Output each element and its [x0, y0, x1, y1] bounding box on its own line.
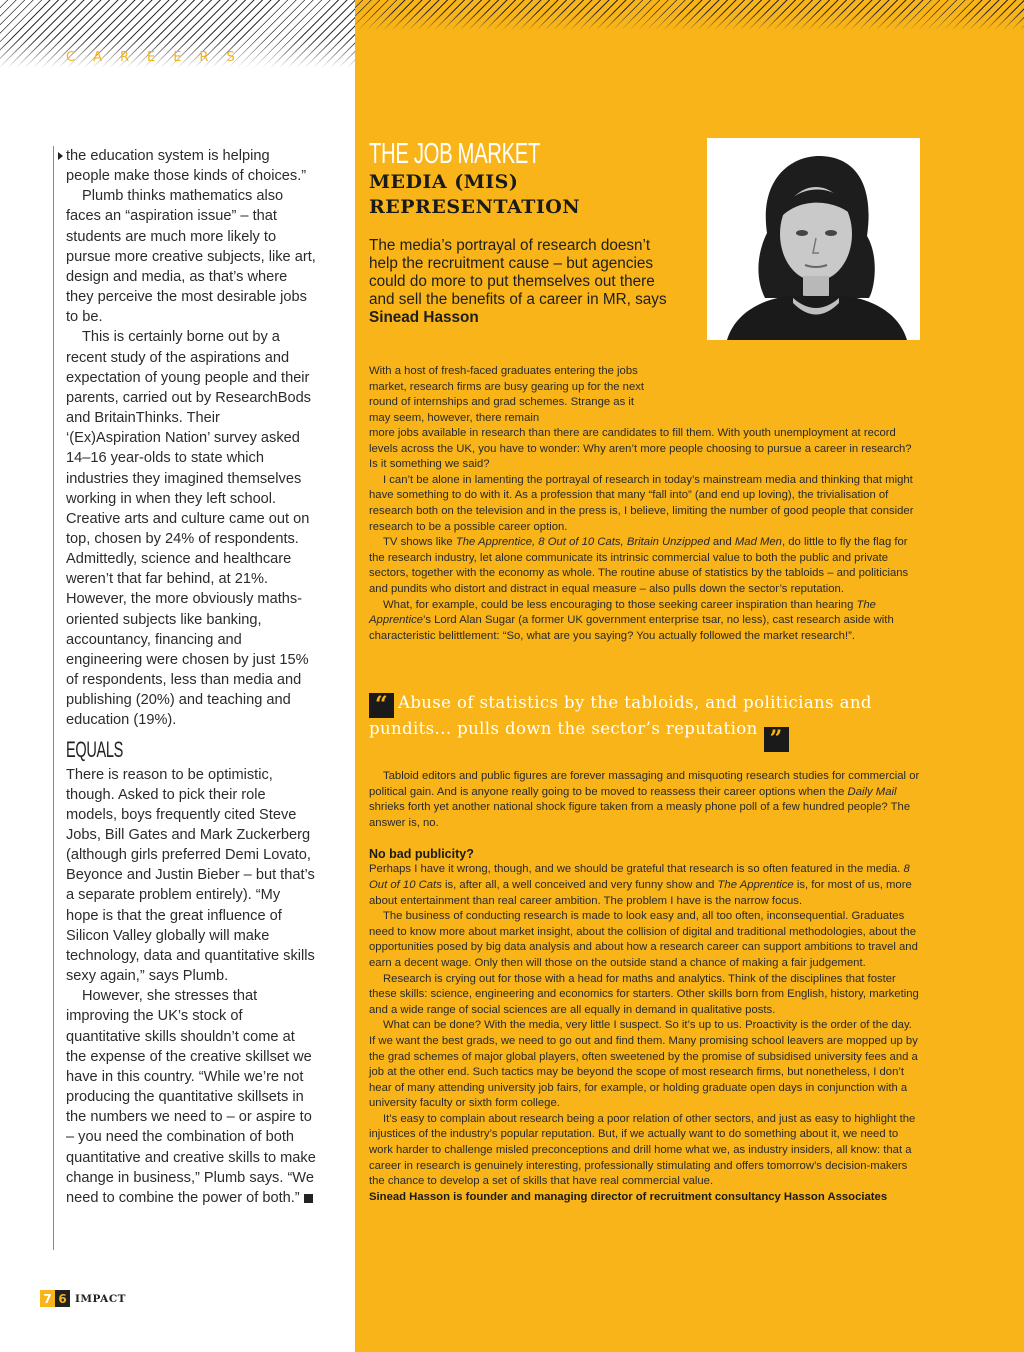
panel-stripes [355, 0, 1024, 30]
author-photo [707, 138, 920, 340]
intro-narrow: With a host of fresh-faced graduates entering the jobs market, research firms are busy gearing up for the next round of internships and grad schemes. Strange as it may seem, however, there remain [369, 365, 645, 424]
paragraph: TV shows like The Apprentice, 8 Out of 10 Cats, Britain Unzipped and Mad Men, do little to fly the flag for the research industry, let alone communicate its intrinsic commercial value to both the public and private sectors, together with the economy as whole. The routine abuse of statistics by the tabloids – and politicians and pundits who distort and distract in equal measure – also pulls down the sector’s reputation. [369, 536, 909, 595]
magazine-name: IMPACT [75, 1292, 126, 1305]
column-rule [53, 146, 54, 1250]
page-number-digit: 7 [40, 1290, 55, 1307]
paragraph: What, for example, could be less encouraging to those seeking career inspiration than hearing The Apprentice’s Lord Alan Sugar (a former UK government enterprise tsar, no less), cast research aside with characteristic belittlement: “So, what are you saying? You actually followed the market research!”. [369, 598, 894, 642]
author-bio: Sinead Hasson is founder and managing director of recruitment consultancy Hasson Associates [369, 1190, 888, 1203]
section-heading: EQUALS [66, 736, 123, 762]
page-folio [40, 1290, 126, 1307]
article-body-1: more jobs available in research than there are candidates to fill them. With youth unemployment at record levels across the UK, you have to wonder: Why aren’t more people choosing to pursue a career in research? Is it something we said? I can’t be alone in lamenting the portrayal of research in today’s mainstream media and thinking that might have something to do with it. As a profession that many “fall into” (and end up loving), the trivialisation of research both on the television and in the press is, I believe, limiting the number of good people that consider research to be a possible career option. TV shows like The Apprentice, 8 Out of 10 Cats, Britain Unzipped and Mad Men, do little to fly the flag for the research industry, let alone communicate its intrinsic commercial value to both the public and private sectors, together with the economy as whole. The routine abuse of statistics by the tabloids – and politicians and pundits who distort and distract in equal measure – also pulls down the sector’s reputation. What, for example, could be less encouraging to those seeking career inspiration than hearing The Apprentice’s Lord Alan Sugar (a former UK government enterprise tsar, no less), cast research aside with characteristic belittlement: “So, what are you saying? You actually followed the market research!”. [369, 426, 921, 644]
subheading: No bad publicity? [369, 847, 474, 862]
page-number-digit: 6 [55, 1290, 70, 1307]
paragraph: The business of conducting research is made to look easy and, all too often, inconsequential. Graduates need to know more about market insight, about the collision of digital and traditional methodologies, about the opportunities posed by big data analysis and about how a research career can support ambitions to travel and earn a decent wage. Only then will those on the outside stand a chance of making a fair judgement. [369, 910, 918, 969]
continue-arrow-icon [58, 152, 63, 160]
paragraph: Tabloid editors and public figures are forever massaging and misquoting research studies for commercial or political gain. And is anyone really going to be moved to reassess their career options when the Daily Mail shrieks forth yet another national shock figure taken from a measly phone poll of a few hundred people? The answer is, no. [369, 770, 920, 829]
section-label: CAREERS [66, 50, 253, 65]
open-quote-icon: “ [369, 693, 394, 718]
author-portrait-image [707, 138, 920, 340]
paragraph: Research is crying out for those with a head for maths and analytics. Think of the disciplines that foster these skills: science, engineering and economics for starters. Other skills born from English, history, marketing and a wide range of social sciences are all equally in demand in qualitative posts. [369, 972, 919, 1016]
paragraph: the education system is helping people make those kinds of choices.” [66, 146, 316, 186]
author-name: Sinead Hasson [369, 309, 479, 326]
paragraph: This is certainly borne out by a recent study of the aspirations and expectation of young people and their parents, carried out by ResearchBods and BritainThinks. Their ‘(Ex)Aspiration Nation’ survey asked 14–16 year-olds to state which industries they imagined themselves working in when they left school. Creative arts and culture came out on top, chosen by 24% of respondents. Admittedly, science and healthcare weren’t that far behind, at 21%. However, the more obviously maths-oriented subjects like banking, accountancy, financing and engineering were chosen by just 15% of respondents, less than media and publishing (20%) and teaching and education (19%). [66, 329, 311, 729]
standfirst: The media’s portrayal of research doesn’t help the recruitment cause – but agencies could do more to put themselves out there and sell the benefits of a career in MR, says Sinead Hasson [369, 237, 667, 326]
article-body-2 [369, 769, 921, 1205]
paragraph: There is reason to be optimistic, though. Asked to pick their role models, boys frequently cited Steve Jobs, Bill Gates and Mark Zuckerberg (although girls preferred Demi Lovato, Beyonce and Justin Bieber – but that’s a separate problem entirely). “My hope is that the great influence of Silicon Valley globally will make technology, data and quantitative skills sexy again,” says Plumb. [66, 766, 315, 985]
paragraph: Perhaps I have it wrong, though, and we should be grateful that research is so often featured in the media. 8 Out of 10 Cats is, after all, a well conceived and very funny show and The Apprentice is, for most of us, more about entertainment than real career ambition. The problem I have is the narrow focus. [369, 863, 912, 907]
close-quote-icon: ” [764, 727, 789, 752]
paragraph: Plumb thinks mathematics also faces an “aspiration issue” – that students are much more likely to pursue more creative subjects, like art, design and media, as that’s where they perceive the most desirable jobs to be. [66, 188, 316, 326]
paragraph: However, she stresses that improving the UK’s stock of quantitative skills shouldn’t come at the expense of the creative skillset we have in this country. “While we’re not producing the quantitative skillsets in the numbers we need to – or aspire to – you need the combination of both quantitative and creative skills to make change in business,” Plumb says. “We need to combine the power of both.” [66, 988, 316, 1206]
article-title: MEDIA (MIS) REPRESENTATION [369, 171, 581, 218]
left-column [66, 146, 316, 1208]
paragraph: It’s easy to complain about research being a poor relation of other sectors, and just as easy to highlight the injustices of the industry’s popular reputation. But, if we actually want to do something about it, we need to work harder to challenge misled preconceptions and drill home what we, as industry insiders, all know: that a career in research is genuinely interesting, professionally stimulating and offers tomorrow’s decision-makers the chance to develop a set of skills that have real commercial value. [369, 1112, 916, 1188]
end-mark-icon [304, 1194, 313, 1203]
article-kicker: THE JOB MARKET [369, 138, 541, 170]
pull-quote: “ Abuse of statistics by the tabloids, and politicians and pundits... pulls down the sector’s reputation ” [369, 692, 872, 752]
paragraph: What can be done? With the media, very little I suspect. So it’s up to us. Proactivity is the order of the day. If we want the best grads, we need to go out and find them. Many promising school leavers are mopped up by the grad schemes of major global players, often sweetened by the promise of subsidised university fees and a job at the other end. Such tactics may be beyond the scope of most research firms, but nonetheless, I don’t hear of many attending university job fairs, for example, or holding graduate open days in conjunction with a university faculty or sixth form college. [369, 1019, 918, 1110]
